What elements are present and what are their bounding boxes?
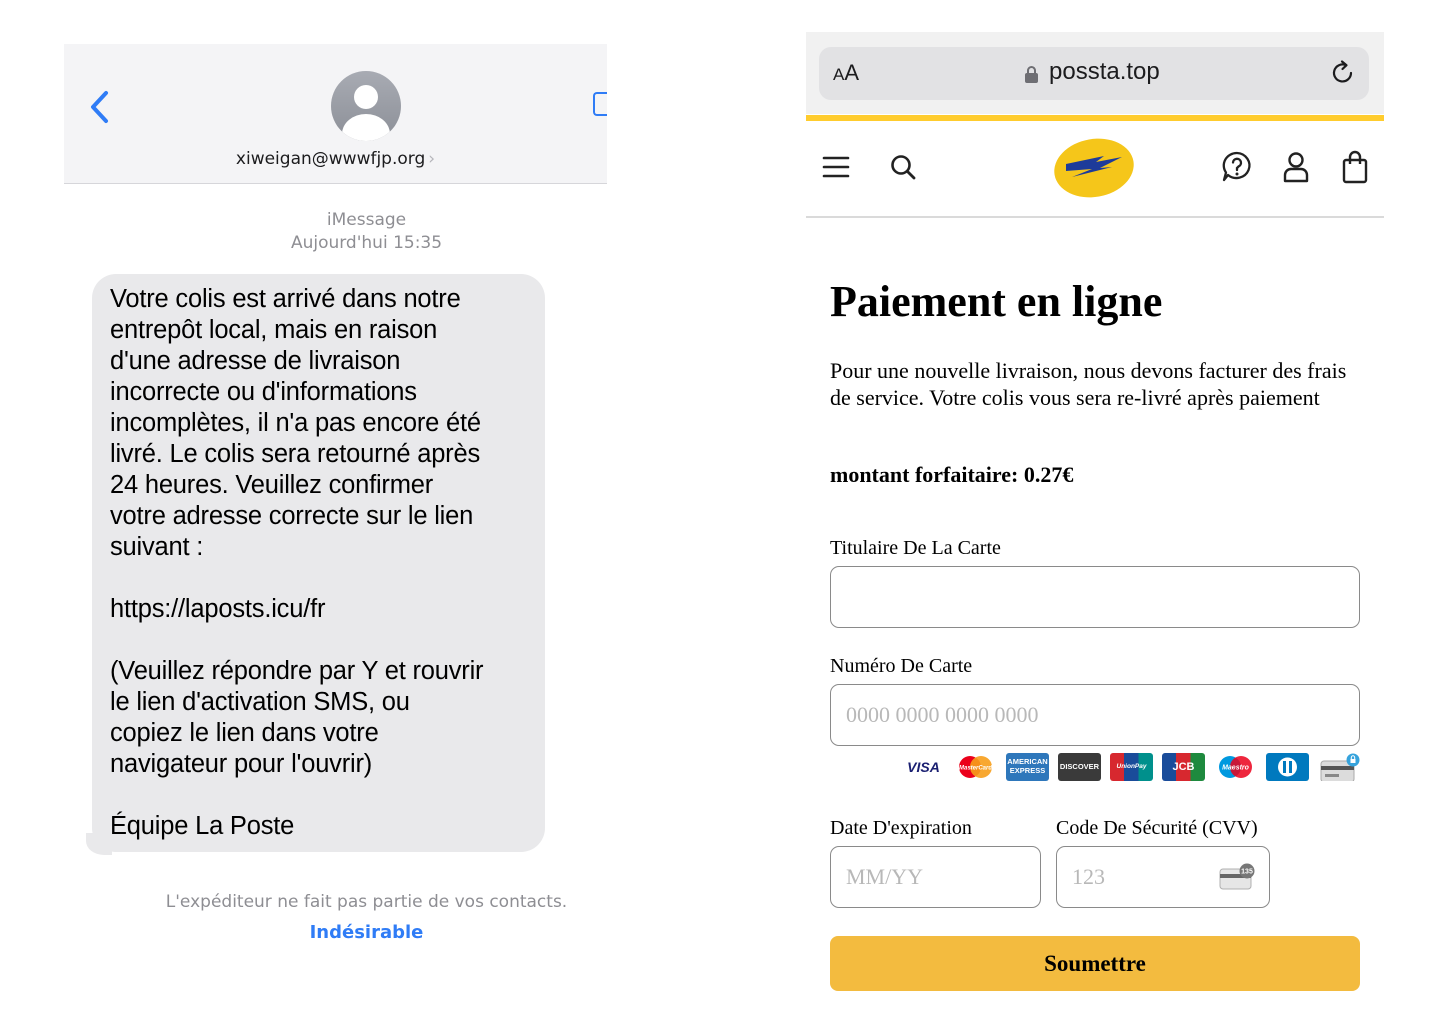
la-poste-logo-icon[interactable] bbox=[1052, 137, 1136, 199]
contact-avatar-icon[interactable] bbox=[331, 71, 401, 141]
conversation-header bbox=[64, 44, 607, 184]
imessage-screen bbox=[64, 44, 607, 1004]
cvv-label: Code De Sécurité (CVV) bbox=[1056, 817, 1258, 839]
cvv-badge-text: 135 bbox=[1241, 868, 1253, 876]
sender-label: xiweigan@wwwfjp.org bbox=[235, 149, 426, 169]
amex-icon: AMERICAN EXPRESS bbox=[1006, 753, 1049, 781]
text-size-button[interactable] bbox=[833, 60, 859, 86]
cardholder-label: Titulaire De La Carte bbox=[830, 537, 1001, 559]
cardnumber-field[interactable] bbox=[830, 684, 1360, 746]
cvv-field[interactable] bbox=[1056, 846, 1270, 908]
search-icon[interactable] bbox=[885, 149, 921, 185]
reload-icon[interactable] bbox=[1329, 59, 1357, 87]
maestro-label: Maestro bbox=[1222, 764, 1249, 772]
secure-card-icon bbox=[1318, 753, 1361, 781]
back-chevron-icon[interactable] bbox=[88, 90, 110, 124]
facetime-video-icon[interactable] bbox=[593, 92, 607, 116]
cvv-card-icon bbox=[1219, 863, 1257, 891]
service-label: iMessage bbox=[326, 210, 407, 230]
text-size-large: A bbox=[844, 60, 860, 85]
cardholder-input[interactable] bbox=[831, 567, 1359, 627]
card-brands-row bbox=[902, 753, 1357, 783]
message-text: Votre colis est arrivé dans notre entrepôt local, mais en raison d'une adresse de livraison incorrecte ou d'informations incomplètes, il n'a pas encore été livré. Le colis sera retourné après 24 heures. Veuillez confirmer votre adresse correcte sur le lien suivant : https://laposts.icu/fr (Veuillez répondre par Y et rouvrir le lien d'activation SMS, ou copiez le lien dans votre navigateur pour l'ouvrir) Équipe La Poste bbox=[110, 285, 484, 840]
expiry-input[interactable] bbox=[831, 847, 1040, 907]
cardnumber-input[interactable] bbox=[831, 685, 1359, 745]
message-bubble[interactable] bbox=[92, 274, 545, 852]
browser-toolbar bbox=[806, 32, 1384, 114]
visa-icon: VISA bbox=[907, 759, 940, 775]
shopping-bag-icon[interactable] bbox=[1337, 149, 1373, 185]
message-timestamp: Aujourd'hui 15:35 bbox=[290, 233, 443, 253]
mastercard-label: MasterCard bbox=[958, 765, 993, 772]
diners-icon bbox=[1266, 753, 1309, 781]
unknown-sender-notice: L'expéditeur ne fait pas partie de vos contacts. bbox=[165, 892, 568, 912]
report-junk-link[interactable]: Indésirable bbox=[309, 922, 424, 943]
cardnumber-label: Numéro De Carte bbox=[830, 655, 973, 677]
chevron-right-icon: › bbox=[428, 149, 436, 169]
unionpay-icon: UnionPay bbox=[1110, 753, 1153, 781]
maestro-icon bbox=[1214, 753, 1257, 781]
cardholder-field[interactable] bbox=[830, 566, 1360, 628]
amount-text: montant forfaitaire: 0.27€ bbox=[830, 462, 1074, 487]
discover-icon: DISCOVER bbox=[1058, 753, 1101, 781]
browser-screen bbox=[806, 32, 1384, 1004]
sender-address[interactable] bbox=[64, 149, 607, 169]
mastercard-icon bbox=[954, 753, 997, 781]
expiry-label: Date D'expiration bbox=[830, 817, 972, 839]
text-size-small: A bbox=[833, 65, 845, 84]
address-bar[interactable] bbox=[819, 47, 1369, 100]
url-text: possta.top bbox=[1049, 58, 1160, 85]
submit-button[interactable]: Soumettre bbox=[830, 936, 1360, 991]
lock-icon bbox=[1025, 66, 1038, 82]
intro-text: Pour une nouvelle livraison, nous devons facturer des frais de service. Votre colis vous sera re-livré après paiement bbox=[830, 358, 1347, 410]
menu-icon[interactable] bbox=[818, 149, 854, 185]
page-title: Paiement en ligne bbox=[830, 277, 1163, 326]
jcb-icon: JCB bbox=[1162, 753, 1205, 781]
expiry-field[interactable] bbox=[830, 846, 1041, 908]
help-chat-icon[interactable] bbox=[1219, 149, 1255, 185]
account-icon[interactable] bbox=[1278, 149, 1314, 185]
site-header bbox=[806, 121, 1384, 218]
